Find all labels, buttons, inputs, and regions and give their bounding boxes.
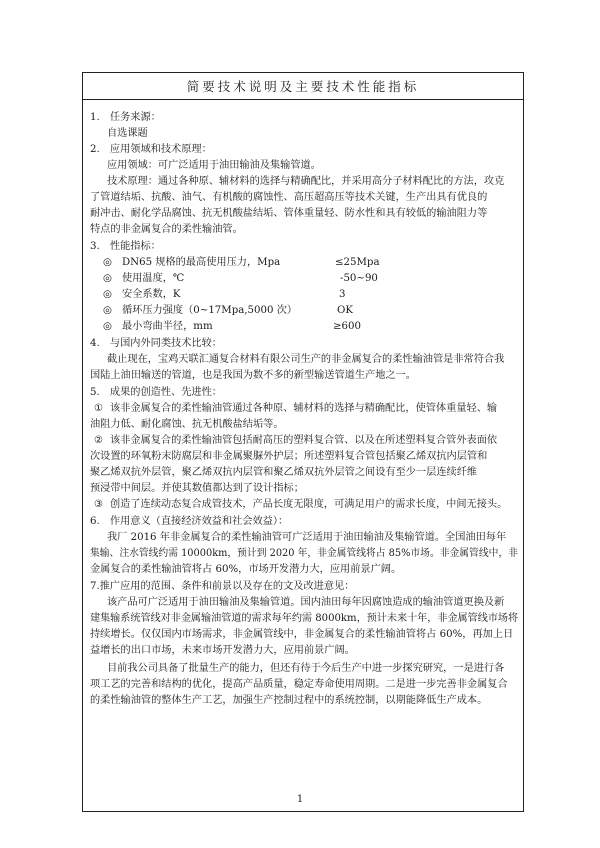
section-5-line: 该非金属复合的柔性输油管通过各种原、辅材料的选择与精确配比，使管体重量轻、输: [110, 403, 498, 414]
section-2-field: 应用领域：可广泛适用于油田输油及集输管道。: [107, 160, 321, 171]
spec-value: OK: [337, 305, 353, 316]
section-5-line: 预浸带中间层。并使其数值都达到了设计指标；: [90, 483, 304, 494]
spec-value: ≤25Mpa: [335, 257, 380, 268]
bullet-icon: ◎: [103, 321, 112, 332]
section-6-line: 我厂 2016 年非金属复合的柔性输油管可广泛适用于油田输油及集输管道。全国油田每年: [107, 532, 507, 543]
section-7-heading: 7.推广应用的范围、条件和前景以及存在的文及改进意见：: [90, 581, 355, 592]
section-7-line: 该产品可广泛适用于油田输油及集输管道。国内油田每年因腐蚀造成的输油管道更换及新: [107, 597, 505, 608]
section-2-principle-line: 特点的非金属复合的柔性输油管。: [90, 224, 243, 235]
section-5-heading: 5. 成果的创造性、先进性：: [90, 387, 222, 398]
section-6-line: 金属复合的柔性输油管将占 60%，市场开发潜力大，应用前景广阔。: [90, 564, 402, 575]
section-1-heading: 1. 任务来源：: [90, 112, 161, 123]
spec-value: ≥600: [333, 321, 361, 332]
item-marker: ①: [94, 403, 104, 414]
bullet-icon: ◎: [103, 273, 112, 284]
section-7-line: 的柔性输油管的整体生产工艺，加强生产控制过程中的系统控制，以期能降低生产成本。: [90, 695, 488, 706]
item-marker: ②: [94, 435, 104, 446]
section-2-heading: 2. 应用领域和技术原理：: [90, 144, 212, 155]
spec-name: 安全系数，K: [122, 289, 181, 300]
section-5-line: 创造了连续动态复合成管技术，产品长度无限度，可满足用户的需求长度，中间无接头。: [110, 499, 508, 510]
section-5-line: 油阻力低、耐化腐蚀、抗无机酸盐结垢等。: [90, 419, 284, 430]
spec-name: 使用温度，℃: [122, 273, 185, 284]
section-7-line: 目前我公司具备了批量生产的能力，但还有待于今后生产中进一步探究研究，一是进行各: [107, 663, 505, 674]
section-2-principle-line: 耐冲击、耐化学品腐蚀、抗无机酸盐结垢、管体重量轻、防水性和具有较低的输油阻力等: [90, 208, 488, 219]
section-3-heading: 3. 性能指标：: [90, 241, 161, 252]
section-2-principle-line: 了管道结垢、抗酸、油气、有机酸的腐蚀性、高压超高压等技术关键，生产出具有优良的: [90, 192, 488, 203]
section-5-line: 该非金属复合的柔性输油管包括耐高压的塑料复合管、以及在所述塑料复合管外表面依: [110, 435, 498, 446]
bullet-icon: ◎: [103, 257, 112, 268]
bullet-icon: ◎: [103, 289, 112, 300]
section-4-heading: 4. 与国内外同类技术比较：: [90, 338, 222, 349]
section-5-line: 次设置的环氧粉末防腐层和非金属聚脲外护层；所述塑料复合管包括聚乙烯双抗内层管和: [90, 451, 488, 462]
document-title: 简要技术说明及主要技术性能指标: [186, 78, 420, 94]
section-7-line: 建集输系统管线对非金属输油管道的需求每年约需 8000km，预计未来十年，非金属管线市场将: [90, 613, 519, 624]
spec-name: 最小弯曲半径，mm: [122, 321, 213, 332]
spec-value: -50~90: [340, 273, 378, 284]
section-5-line: 聚乙烯双抗外层管，聚乙烯双抗内层管和聚乙烯双抗外层管之间设有至少一层连续纤维: [90, 467, 478, 478]
spec-value: 3: [339, 289, 346, 300]
spec-name: 循环压力强度（0~17Mpa,5000 次）: [122, 305, 298, 316]
page-number: 1: [296, 794, 304, 805]
section-6-heading: 6. 作用意义（直接经济效益和社会效益）：: [90, 516, 289, 527]
item-marker: ③: [94, 499, 104, 510]
section-2-principle-line: 技术原理：通过各种原、辅材料的选择与精确配比，并采用高分子材料配比的方法，攻克: [107, 176, 505, 187]
bullet-icon: ◎: [103, 305, 112, 316]
section-6-line: 集输、注水管线约需 10000km，预计到 2020 年，非金属管线将占 85%市场。非金属管线中，非: [90, 548, 518, 559]
section-7-line: 持续增长。仅仅国内市场需求，非金属管线中，非金属复合的柔性输油管将占 60%，再加上日: [90, 629, 514, 640]
section-4-line: 截止现在，宝鸡天联汇通复合材料有限公司生产的非金属复合的柔性输油管是非常符合我: [107, 354, 505, 365]
spec-name: DN65 规格的最高使用压力，Mpa: [122, 257, 281, 268]
title-row: [82, 72, 524, 100]
section-1-text: 自选课题: [107, 128, 148, 139]
section-7-line: 益增长的出口市场，未来市场开发潜力大，应用前景广阔。: [90, 645, 355, 656]
section-7-line: 项工艺的完善和结构的优化，提高产品质量，稳定寿命使用周期。二是进一步完善非金属复合: [90, 679, 508, 690]
section-4-line: 国陆上油田输送的管道，也是我国为数不多的新型输送管道生产地之一。: [90, 370, 416, 381]
